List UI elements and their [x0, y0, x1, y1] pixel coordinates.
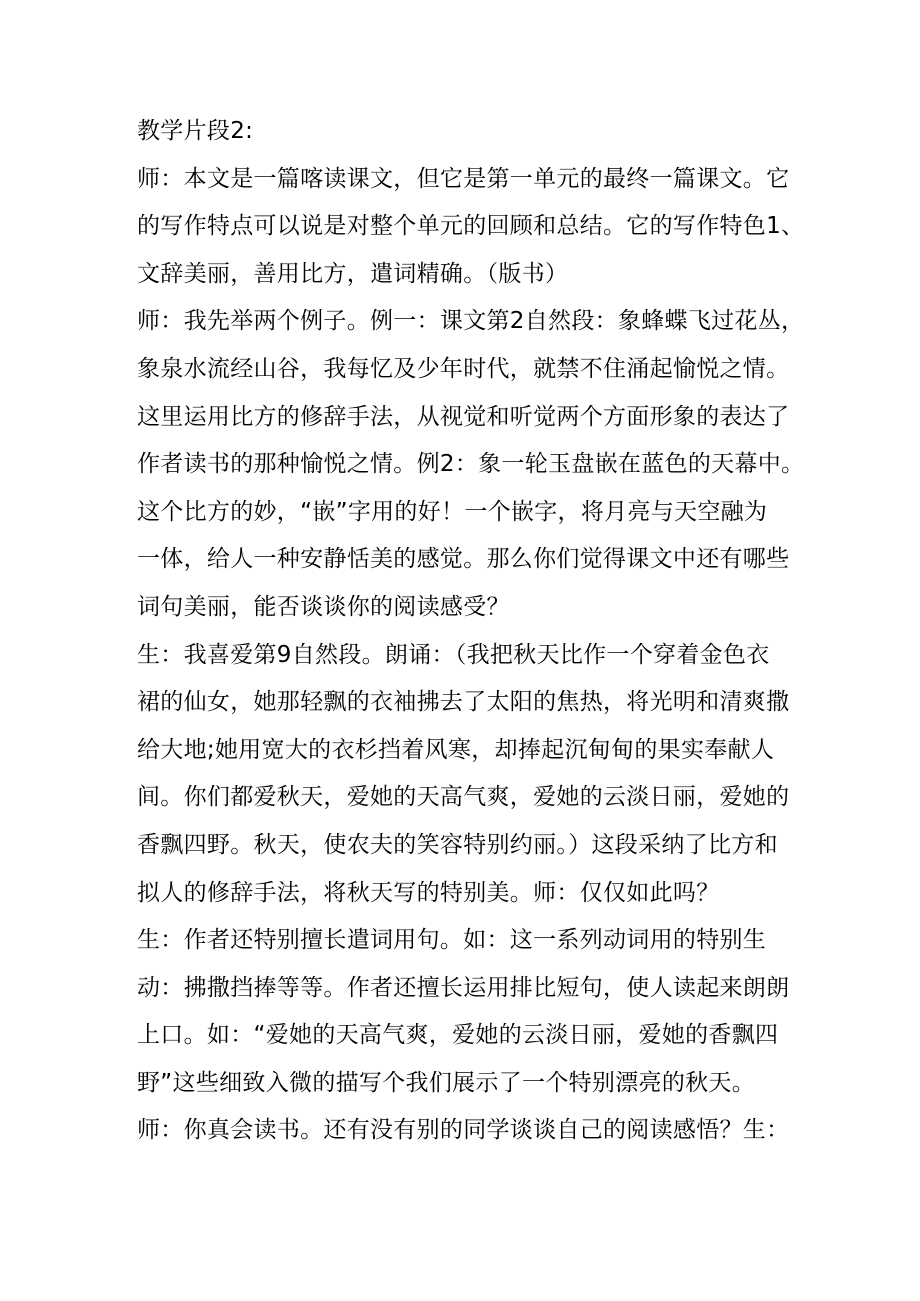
text-line: 动：拂撒挡捧等等。作者还擅长运用排比短句，使人读起来朗朗: [137, 974, 790, 1001]
document-body: [137, 108, 805, 1155]
text-line: 间。你们都爱秋天，爱她的天高气爽，爱她的云淡日丽，爱她的: [137, 784, 790, 811]
text-line: 教学片段2:: [137, 118, 254, 144]
text-line: 师：我先举两个例子。例一：课文第2自然段：象蜂蝶飞过花丛，: [137, 308, 805, 335]
text-line: 词句美丽，能否谈谈你的阅读感受？: [137, 593, 510, 620]
text-line: 作者读书的那种愉悦之情。例2：象一轮玉盘嵌在蓝色的天幕中。: [137, 451, 805, 478]
text-line: 拟人的修辞手法，将秋天写的特别美。师：仅仅如此吗？: [137, 879, 720, 906]
text-line: 师：本文是一篇喀读课文，但它是第一单元的最终一篇课文。它: [137, 165, 790, 192]
text-line: 的写作特点可以说是对整个单元的回顾和总结。它的写作特色1、: [137, 213, 805, 240]
text-line: 给大地;她用宽大的衣杉挡着风寒，却捧起沉甸甸的果实奉献人: [137, 736, 775, 763]
text-line: 上口。如：“爱她的天高气爽，爱她的云淡日丽，爱她的香飘四: [137, 1022, 779, 1049]
text-line: 生：我喜爱第9自然段。朗诵：（我把秋天比作一个穿着金色衣: [137, 641, 770, 668]
text-line: 文辞美丽，善用比方，遣词精确。（版书）: [137, 260, 569, 287]
text-line: 香飘四野。秋天，使农夫的笑容特别约丽。）这段采纳了比方和: [137, 831, 778, 858]
text-line: 这个比方的妙，“嵌”字用的好！一个嵌字，将月亮与天空融为: [137, 498, 768, 525]
text-line: 野”这些细致入微的描写个我们展示了一个特别漂亮的秋天。: [137, 1069, 756, 1096]
text-line: 一体，给人一种安静恬美的感觉。那么你们觉得课文中还有哪些: [137, 546, 790, 573]
text-line: 师：你真会读书。还有没有别的同学谈谈自己的阅读感悟？生：: [137, 1117, 790, 1144]
text-line: 裙的仙女，她那轻飘的衣袖拂去了太阳的焦热，将光明和清爽撒: [137, 689, 790, 716]
text-line: 这里运用比方的修辞手法，从视觉和听觉两个方面形象的表达了: [137, 403, 790, 430]
text-line: 生：作者还特别擅长遣词用句。如：这一系列动词用的特别生: [137, 927, 767, 954]
text-line: 象泉水流经山谷，我每忆及少年时代，就禁不住涌起愉悦之情。: [137, 355, 790, 382]
